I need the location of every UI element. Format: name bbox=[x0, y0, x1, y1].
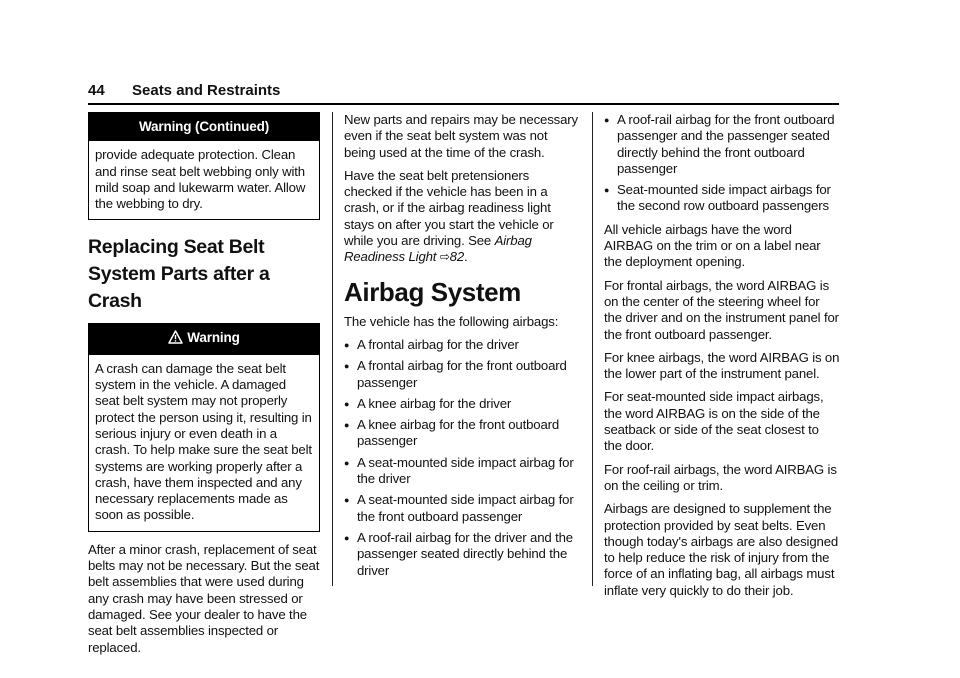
paragraph-knee-airbags: For knee airbags, the word AIRBAG is on the lower part of the instrument panel. bbox=[604, 349, 840, 382]
list-item: ● A roof-rail airbag for the driver and the passenger seated directly behind the driver bbox=[344, 530, 580, 579]
airbag-readiness-light-link[interactable]: Airbag Readiness Light bbox=[344, 233, 532, 265]
column-1 bbox=[88, 112, 320, 663]
warning-box bbox=[88, 323, 320, 531]
warning-header bbox=[89, 324, 319, 354]
pretensioners-text: Have the seat belt pretensioners checked if the vehicle has been in a crash, or if the airbag readiness light stays on after you start the vehicle or while you are driving. bbox=[344, 167, 554, 249]
page-ref-arrow-icon: ⇨ bbox=[439, 249, 450, 265]
see-label: See bbox=[468, 233, 492, 249]
list-item: ● A knee airbag for the front outboard passenger bbox=[344, 417, 580, 450]
list-item: ● A seat-mounted side impact airbag for the front outboard passenger bbox=[344, 492, 580, 525]
airbag-list-continued bbox=[604, 112, 840, 215]
column-2 bbox=[344, 112, 580, 586]
section-title: Seats and Restraints bbox=[132, 82, 281, 99]
warning-continued-body: provide adequate protection. Clean and rinse seat belt webbing only with mild soap and lukewarm water. Allow the webbing to dry. bbox=[95, 147, 306, 212]
list-item: ● Seat-mounted side impact airbags for the second row outboard passengers bbox=[604, 182, 840, 215]
page-header bbox=[88, 82, 838, 104]
paragraph-seat-side-airbags: For seat-mounted side impact airbags, the word AIRBAG is on the side of the seatback or side of the seat closest to the door. bbox=[604, 389, 824, 454]
warning-body: A crash can damage the seat belt system in the vehicle. A damaged seat belt system may not properly protect the person using it, resulting in serious injury or even death in a crash. To help make sure the seat belt systems are working properly after a crash, have them inspected and any necessary replacements made as soon as possible. bbox=[95, 360, 312, 523]
page-number: 44 bbox=[88, 82, 105, 99]
paragraph-pretensioners bbox=[344, 168, 580, 266]
list-item: ● A frontal airbag for the front outboard passenger bbox=[344, 358, 580, 391]
header-rule bbox=[88, 103, 839, 105]
column-divider-2 bbox=[592, 112, 593, 586]
column-3 bbox=[604, 112, 840, 606]
page-ref-number[interactable]: 82 bbox=[449, 249, 465, 265]
paragraph-new-parts: New parts and repairs may be necessary even if the seat belt system was not being used at the time of the crash. bbox=[344, 112, 578, 160]
paragraph-frontal-airbags: For frontal airbags, the word AIRBAG is on the center of the steering wheel for the driver and on the instrument panel for the front outboard passenger. bbox=[604, 277, 839, 342]
warning-continued-box bbox=[88, 112, 320, 220]
list-item: ● A frontal airbag for the driver bbox=[344, 337, 580, 353]
paragraph-airbag-label: All vehicle airbags have the word AIRBAG on the trim or on a label near the deployment opening. bbox=[604, 221, 821, 270]
warning-continued-title: Warning (Continued) bbox=[89, 113, 319, 141]
list-item: ● A roof-rail airbag for the front outboard passenger and the passenger seated directly behind the front outboard passenger bbox=[604, 112, 840, 177]
heading-replacing-seat-belt-parts: Replacing Seat Belt System Parts after a Crash bbox=[88, 236, 270, 313]
paragraph-roof-rail-airbags: For roof-rail airbags, the word AIRBAG is on the ceiling or trim. bbox=[604, 461, 837, 493]
airbag-list bbox=[344, 337, 580, 579]
airbag-intro: The vehicle has the following airbags: bbox=[344, 313, 559, 329]
paragraph-airbag-supplement: Airbags are designed to supplement the protection provided by seat belts. Even though today's airbags are also designed to help reduce the risk of injury from the force of an inflating bag, all airbags must inflate very quickly to do their job. bbox=[604, 501, 839, 598]
heading-airbag-system: Airbag System bbox=[344, 276, 521, 307]
warning-triangle-icon bbox=[168, 330, 183, 348]
column-divider-1 bbox=[332, 112, 333, 586]
list-item: ● A seat-mounted side impact airbag for the driver bbox=[344, 455, 580, 488]
list-item: ● A knee airbag for the driver bbox=[344, 396, 580, 412]
paragraph-minor-crash: After a minor crash, replacement of seat belts may not be necessary. But the seat belt assemblies that were used during any crash may have been stressed or damaged. See your dealer to have the seat belt assemblies inspected or replaced. bbox=[88, 541, 320, 655]
sentence-end: . bbox=[464, 249, 468, 265]
warning-title: Warning bbox=[187, 330, 240, 346]
